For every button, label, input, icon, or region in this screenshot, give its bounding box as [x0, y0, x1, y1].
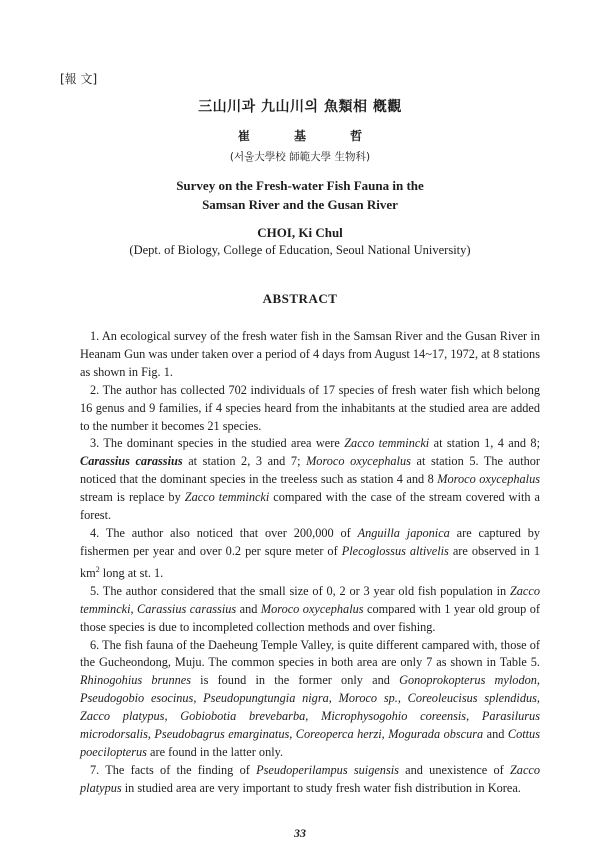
superscript: 2: [95, 564, 100, 574]
paragraph-text: at station 5. The author noticed that the dominant species in the treeless such as station 4 and 8: [80, 454, 541, 487]
species-name: Zacco temmincki: [344, 436, 430, 451]
paragraph-text: are found in the latter only.: [146, 744, 284, 759]
korean-author: 崔 基 哲: [237, 129, 363, 143]
paragraph-text: and: [483, 727, 508, 742]
species-name: Moroco oxycephalus: [437, 472, 541, 487]
abstract-paragraph-2: [80, 382, 540, 436]
korean-affiliation: (서울大學校 師範大學 生物科): [229, 151, 371, 163]
species-name: Moroco oxycephalus: [306, 454, 411, 469]
english-title: [0, 176, 600, 214]
article-type-tag: [報 文]: [60, 72, 98, 86]
species-name: Pseudoperilampus suigensis: [256, 762, 399, 777]
abstract-paragraph-4: [80, 525, 540, 583]
english-title-line-2: Samsan River and the Gusan River: [202, 197, 398, 212]
abstract-paragraph-1: [80, 328, 540, 382]
english-author: CHOI, Ki Chul: [257, 225, 343, 240]
english-title-line-1: Survey on the Fresh-water Fish Fauna in the: [176, 178, 424, 193]
species-name: Zacco temmincki, Carassius carassius: [80, 583, 540, 616]
english-affiliation: (Dept. of Biology, College of Education, Seoul National University): [129, 243, 471, 257]
species-name: Gonoprokopterus mylodon, Pseudogobio esocinus, Pseudopungtungia nigra, Moroco sp., Coreoleucisus splendidus, Zacco platypus, Gobiobotia brevebarba, Microphysogohio coreensis, Parasilurus microdorsalis, Pseudobagrus emarginatus, Coreoperca herzi, Mogurada obscura: [80, 673, 540, 742]
paragraph-text: and: [236, 601, 261, 616]
paragraph-text: is found in the former only and: [190, 673, 400, 688]
paragraph-text: stream is replace by: [80, 490, 185, 505]
species-name: Plecoglossus altivelis: [341, 543, 449, 558]
paragraph-text: 6. The fish fauna of the Daeheung Temple Valley, is quite different campared with, those of the Gucheondong, Muju. The common species in both area are only 7 as shown in Table 5.: [80, 637, 540, 670]
species-name: Moroco oxycephalus: [260, 601, 364, 616]
abstract-paragraph-3: [80, 435, 540, 525]
species-name: Zacco temmincki: [184, 490, 270, 505]
paragraph-text: at station 1, 4 and 8;: [429, 436, 540, 451]
page-number: 33: [294, 826, 306, 840]
paragraph-text: are captured by fishermen per year and over 0.2 per squre meter of: [80, 525, 540, 558]
abstract-body: [80, 328, 540, 798]
abstract-paragraph-6: [80, 637, 540, 762]
species-name: Anguilla japonica: [357, 525, 450, 540]
paragraph-text: 3. The dominant species in the studied area were: [90, 436, 345, 451]
species-name: Rhinogohius brunnes: [80, 673, 191, 688]
species-name: Cottus poecilopterus: [80, 727, 540, 759]
paragraph-text: at station 2, 3 and 7;: [182, 454, 307, 469]
paragraph-text: 1. An ecological survey of the fresh water fish in the Samsan River and the Gusan River in Heanam Gun was under taken over a period of 4 days from August 14~17, 1972, at 8 stations as shown in Fig. 1.: [80, 329, 540, 379]
paragraph-text: and unexistence of: [398, 762, 510, 777]
paragraph-text: compared with 1 year old group of those species is due to incompleted collection methods and over fishing.: [80, 601, 540, 634]
paragraph-text: 5. The author considered that the small size of 0, 2 or 3 year old fish population in: [90, 583, 510, 598]
abstract-paragraph-5: [80, 583, 540, 637]
species-name: Zacco platypus: [80, 762, 541, 795]
paragraph-text: compared with the case of the stream covered with a forest.: [80, 490, 540, 523]
paragraph-text: 7. The facts of the finding of: [90, 762, 257, 777]
abstract-heading: ABSTRACT: [262, 291, 338, 306]
species-name: Carassius carassius: [80, 454, 183, 469]
paragraph-text: 2. The author has collected 702 individuals of 17 species of fresh water fish which belong 16 genus and 9 families, if 4 species heard from the inhabitants at the studied area are added to the number it becomes 21 species.: [80, 382, 540, 433]
paragraph-text: are observed in 1 km: [80, 543, 540, 580]
paragraph-text: in studied area are very important to study fresh water fish distribution in Korea.: [121, 780, 521, 795]
abstract-paragraph-7: [80, 762, 540, 798]
paragraph-text: long at st. 1.: [99, 565, 164, 580]
paragraph-text: 4. The author also noticed that over 200,000 of: [90, 525, 358, 540]
korean-title: 三山川과 九山川의 魚類相 槪觀: [198, 99, 402, 115]
